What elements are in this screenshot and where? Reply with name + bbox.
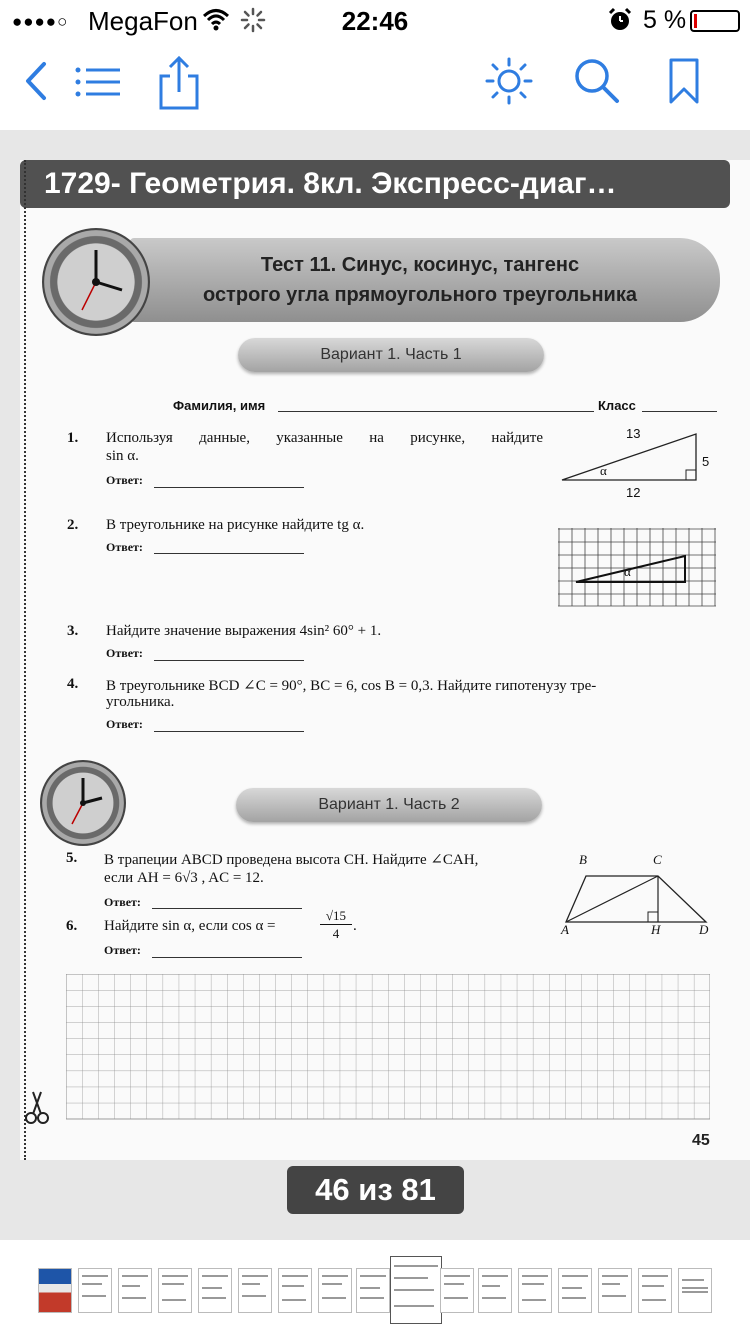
page-thumbnail-strip[interactable] (0, 1244, 750, 1334)
page-thumbnail[interactable] (238, 1268, 272, 1313)
clock-illustration (42, 228, 150, 336)
name-field-line (278, 411, 594, 412)
clock-time: 22:46 (341, 6, 409, 36)
page-thumbnail[interactable] (198, 1268, 232, 1313)
class-field-line (642, 411, 717, 412)
answer-line (154, 660, 304, 661)
fig1-leg-horizontal: 12 (626, 485, 641, 500)
vertex-c: C (653, 852, 662, 867)
page-thumbnail-current[interactable] (390, 1256, 442, 1324)
battery-level (694, 14, 697, 28)
vertex-d: D (699, 922, 709, 937)
page-thumbnail[interactable] (158, 1268, 192, 1313)
test-title-line1: Тест 11. Синус, косинус, тангенс (260, 254, 580, 276)
battery-percent: 5 % (643, 6, 687, 34)
test-title-line2: острого угла прямоугольного треугольника (202, 284, 637, 306)
question-number: 3. (67, 623, 79, 639)
fig1-angle: α (600, 463, 607, 478)
reader-toolbar (0, 40, 750, 130)
page-thumbnail[interactable] (78, 1268, 112, 1313)
class-label: Класс (598, 398, 636, 413)
question-number: 2. (67, 517, 79, 533)
fraction-denominator: 4 (332, 926, 340, 941)
printed-page-number: 45 (692, 1132, 710, 1149)
alarm-icon (608, 7, 632, 38)
battery-icon (690, 10, 740, 32)
status-bar (0, 0, 750, 40)
page-thumbnail[interactable] (598, 1268, 632, 1313)
page-thumbnail[interactable] (518, 1268, 552, 1313)
question-6-text: Найдите sin α, если cos α = (104, 918, 276, 934)
answer-label: Ответ: (106, 473, 143, 487)
page-thumbnail[interactable] (440, 1268, 474, 1313)
search-icon[interactable] (572, 56, 622, 111)
page-thumbnail[interactable] (678, 1268, 712, 1313)
back-icon[interactable] (20, 56, 50, 111)
name-label: Фамилия, имя (173, 398, 266, 413)
page-thumbnail[interactable] (558, 1268, 592, 1313)
page-thumbnail[interactable] (356, 1268, 390, 1313)
document-page[interactable] (20, 160, 750, 1160)
vertex-b: B (579, 852, 587, 867)
question-number: 6. (66, 918, 78, 934)
page-thumbnail[interactable] (318, 1268, 352, 1313)
share-icon[interactable] (156, 56, 202, 117)
thumbnail-cover[interactable] (38, 1268, 72, 1313)
question-3-text: Найдите значение выражения 4sin² 60° + 1. (106, 623, 382, 639)
fraction-tail: . (353, 918, 357, 934)
question-1-text: Используя данные, указанные на рисунке, найдите (106, 430, 543, 446)
answer-line (152, 908, 302, 909)
question-number: 1. (67, 430, 79, 446)
brightness-icon[interactable] (484, 56, 534, 111)
answer-line (154, 553, 304, 554)
page-thumbnail[interactable] (118, 1268, 152, 1313)
fig2-angle: α (624, 564, 631, 579)
question-1-text-cont: sin α. (106, 448, 139, 464)
question-number: 4. (67, 676, 79, 692)
question-4-text: В треугольнике BCD ∠C = 90°, BC = 6, cos B = 0,3. Найдите гипотенузу тре- (106, 678, 597, 694)
grid-triangle-figure-2 (558, 528, 718, 608)
answer-line (152, 957, 302, 958)
question-2-text: В треугольнике на рисунке найдите tg α. (106, 517, 365, 533)
clock-illustration-small (40, 760, 126, 846)
answer-line (154, 487, 304, 488)
signal-strength: ●●●●○ (12, 12, 69, 31)
trapezoid-figure (560, 870, 710, 926)
page-thumbnail[interactable] (638, 1268, 672, 1313)
vertex-h: H (651, 922, 661, 937)
cut-line (24, 160, 26, 1160)
answer-label: Ответ: (106, 717, 143, 731)
scissors-icon (24, 1090, 50, 1126)
page-thumbnail[interactable] (278, 1268, 312, 1313)
answer-label: Ответ: (104, 943, 141, 957)
fig1-leg-vertical: 5 (702, 454, 710, 469)
page-thumbnail[interactable] (478, 1268, 512, 1313)
answer-label: Ответ: (106, 540, 143, 554)
page-counter: 46 из 81 (287, 1166, 464, 1214)
vertex-a: A (561, 922, 569, 937)
question-5-text-cont: если AH = 6√3 , AC = 12. (104, 870, 264, 886)
question-number: 5. (66, 850, 78, 866)
answer-grid (66, 974, 710, 1120)
fig1-hypotenuse: 13 (626, 426, 641, 441)
fraction-numerator: √15 (320, 908, 352, 925)
answer-line (154, 731, 304, 732)
answer-label: Ответ: (106, 646, 143, 660)
document-viewer[interactable] (0, 130, 750, 1240)
carrier-name: MegaFon (88, 6, 198, 36)
document-title: 1729- Геометрия. 8кл. Экспресс-диаг… (20, 160, 730, 208)
list-icon[interactable] (74, 56, 124, 111)
answer-label: Ответ: (104, 895, 141, 909)
variant-heading-part1: Вариант 1. Часть 1 (238, 338, 544, 372)
question-5-text: В трапеции ABCD проведена высота CH. Найдите ∠CAH, (104, 852, 479, 868)
test-title (160, 250, 680, 310)
question-4-text-cont: угольника. (106, 694, 175, 710)
bookmark-icon[interactable] (666, 56, 702, 111)
variant-heading-part2: Вариант 1. Часть 2 (236, 788, 542, 822)
